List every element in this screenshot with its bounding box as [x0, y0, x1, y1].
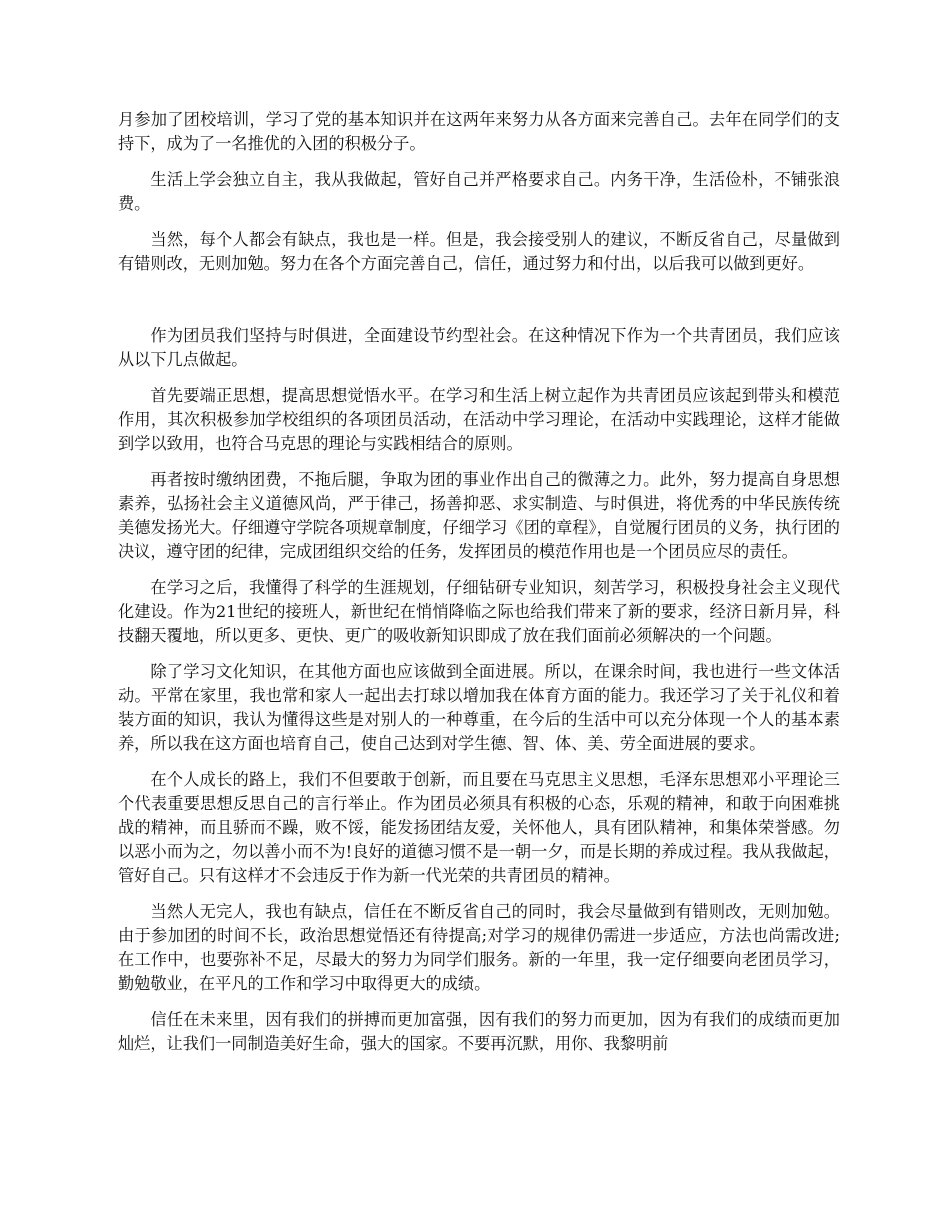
paragraph: 在个人成长的路上，我们不但要敢于创新，而且要在马克思主义思想，毛泽东思想邓小平理论三个代表重要思想反思自己的言行举止。作为团员必须具有积极的心态，乐观的精神，和敢于向困难挑战的精神，而且骄而不躁，败不馁，能发扬团结友爱，关怀他人，具有团队精神，和集体荣誉感。勿以恶小而为之，勿以善小而不为!良好的道德习惯不是一朝一夕，而是长期的养成过程。我从我做起，管好自己。只有这样才不会违反于作为新一代光荣的共青团员的精神。 [118, 770, 840, 885]
section-break [118, 288, 840, 324]
paragraph: 信任在未来里，因有我们的拼搏而更加富强，因有我们的努力而更加，因为有我们的成绩而更加灿烂，让我们一同制造美好生命，强大的国家。不要再沉默，用你、我黎明前 [118, 1010, 840, 1053]
paragraph: 作为团员我们坚持与时俱进，全面建设节约型社会。在这种情况下作为一个共青团员，我们应该从以下几点做起。 [118, 326, 840, 369]
document-page [118, 108, 840, 1068]
paragraph: 在学习之后，我懂得了科学的生涯规划，仔细钻研专业知识，刻苦学习，积极投身社会主义现代化建设。作为21世纪的接班人，新世纪在悄悄降临之际也给我们带来了新的要求，经济日新月异，科技翻天覆地，所以更多、更快、更广的吸收新知识即成了放在我们面前必须解决的一个问题。 [118, 578, 840, 645]
paragraph: 除了学习文化知识，在其他方面也应该做到全面进展。所以，在课余时间，我也进行一些文体活动。平常在家里，我也常和家人一起出去打球以增加我在体育方面的能力。我还学习了关于礼仪和着装方面的知识，我认为懂得这些是对别人的一种尊重，在今后的生活中可以充分体现一个人的基本素养，所以我在这方面也培育自己，使自己达到对学生德、智、体、美、劳全面进展的要求。 [118, 662, 840, 753]
paragraph: 再者按时缴纳团费，不拖后腿，争取为团的事业作出自己的微薄之力。此外，努力提高自身思想素养，弘扬社会主义道德风尚，严于律己，扬善抑恶、求实制造、与时俱进，将优秀的中华民族传统美德发扬光大。仔细遵守学院各项规章制度，仔细学习《团的章程》，自觉履行团员的义务，执行团的决议，遵守团的纪律，完成团组织交给的任务，发挥团员的模范作用也是一个团员应尽的责任。 [118, 470, 840, 561]
paragraph: 生活上学会独立自主，我从我做起，管好自己并严格要求自己。内务干净，生活俭朴，不铺张浪费。 [118, 170, 840, 213]
paragraph: 首先要端正思想，提高思想觉悟水平。在学习和生活上树立起作为共青团员应该起到带头和模范作用，其次积极参加学校组织的各项团员活动，在活动中学习理论，在活动中实践理论，这样才能做到学以致用，也符合马克思的理论与实践相结合的原则。 [118, 386, 840, 453]
paragraph: 当然，每个人都会有缺点，我也是一样。但是，我会接受别人的建议，不断反省自己，尽量做到有错则改，无则加勉。努力在各个方面完善自己，信任，通过努力和付出，以后我可以做到更好。 [118, 230, 840, 273]
paragraph-continuation: 月参加了团校培训，学习了党的基本知识并在这两年来努力从各方面来完善自己。去年在同学们的支持下，成为了一名推优的入团的积极分子。 [118, 110, 840, 153]
paragraph: 当然人无完人，我也有缺点，信任在不断反省自己的同时，我会尽量做到有错则改，无则加勉。由于参加团的时间不长，政治思想觉悟还有待提高;对学习的规律仍需进一步适应，方法也尚需改进;在工作中，也要弥补不足，尽最大的努力为同学们服务。新的一年里，我一定仔细要向老团员学习，勤勉敬业，在平凡的工作和学习中取得更大的成绩。 [118, 902, 840, 993]
